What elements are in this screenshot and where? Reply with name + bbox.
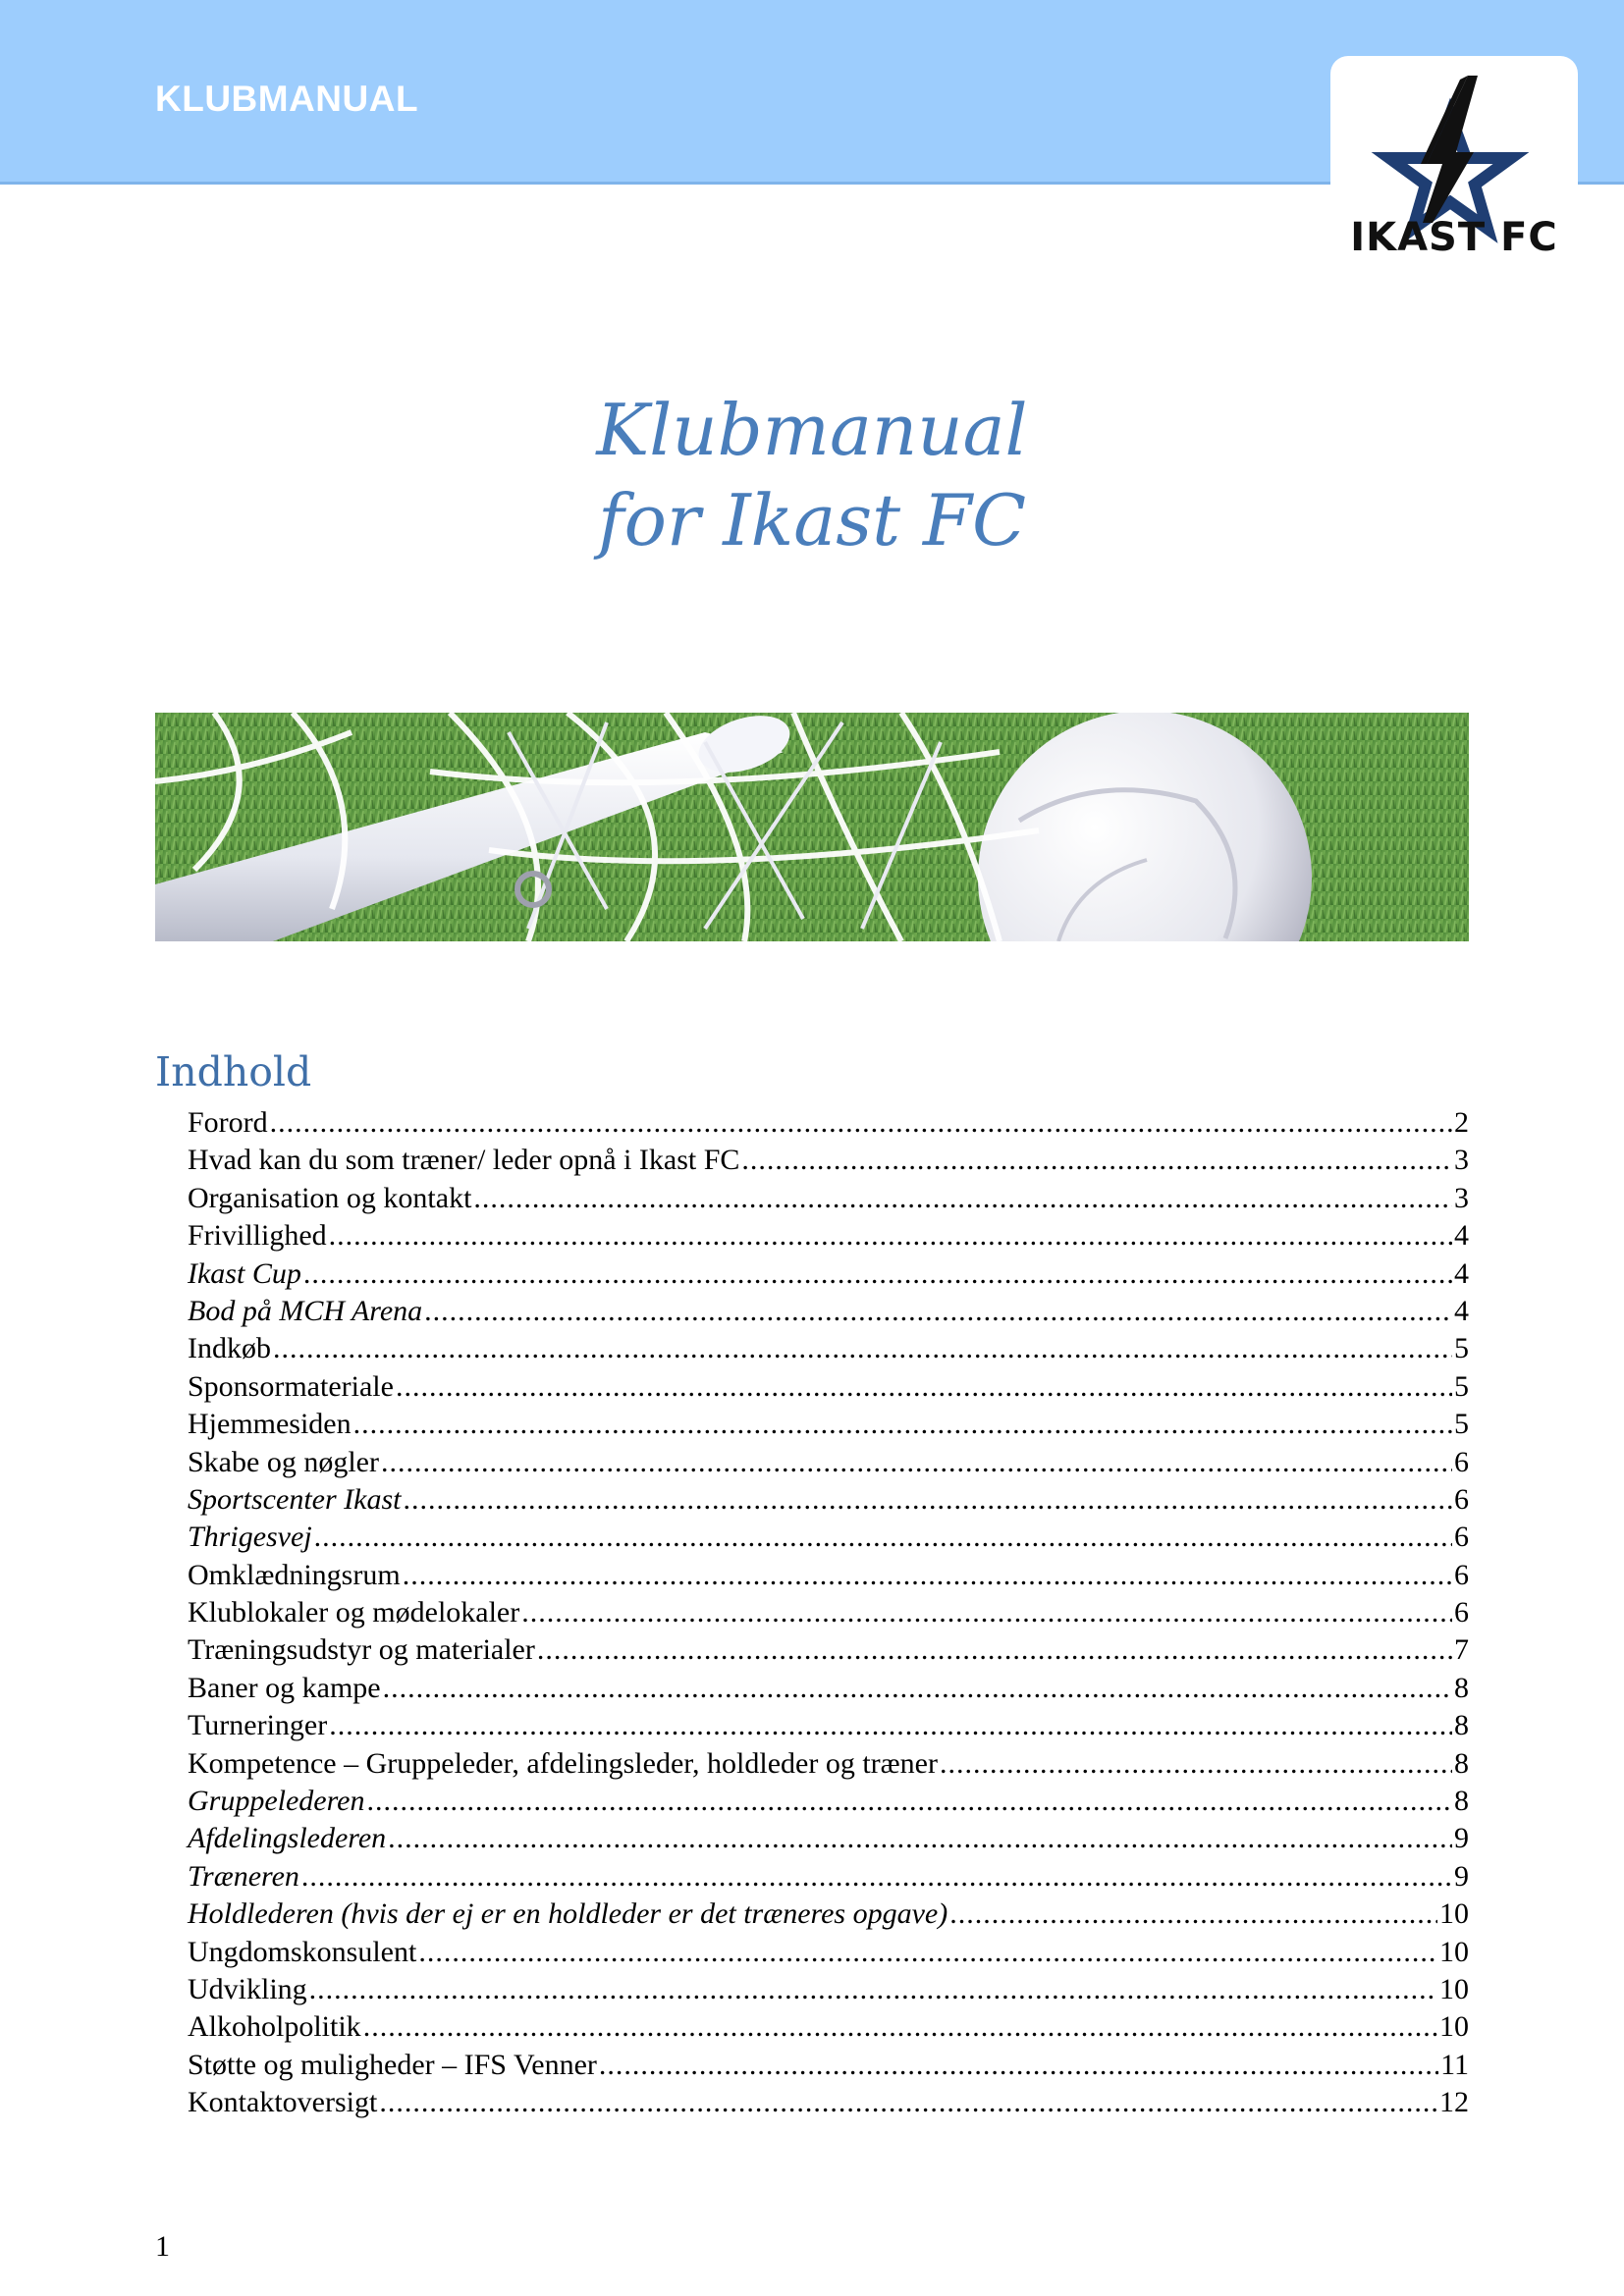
toc-entry[interactable] (188, 1368, 1469, 1406)
toc-entry[interactable] (188, 1783, 1469, 1820)
toc-entry[interactable] (188, 1217, 1469, 1255)
toc-entry-title: Skabe og nøgler (188, 1445, 379, 1478)
toc-dot-leader (329, 1707, 1452, 1744)
toc-entry-page: 4 (1454, 1294, 1469, 1327)
toc-entry[interactable] (188, 1631, 1469, 1669)
hero-image (155, 713, 1469, 941)
toc-entry-title: Hjemmesiden (188, 1408, 352, 1441)
toc-entry-title: Ungdomskonsulent (188, 1935, 417, 1968)
toc-entry-title: Sportscenter Ikast (188, 1482, 402, 1516)
toc-entry-title: Omklædningsrum (188, 1558, 401, 1591)
toc-entry-page: 3 (1454, 1181, 1469, 1214)
toc-entry-title: Ikast Cup (188, 1256, 301, 1290)
toc-entry-page: 10 (1439, 2010, 1469, 2044)
toc-entry-page: 11 (1440, 2048, 1469, 2081)
toc-entry-page: 8 (1454, 1785, 1469, 1818)
toc-dot-leader (388, 1820, 1452, 1857)
toc-entry-page: 6 (1454, 1558, 1469, 1591)
toc-entry[interactable] (188, 1670, 1469, 1707)
logo-lettering: IKAST FC (1350, 215, 1558, 260)
toc-entry-title: Bod på MCH Arena (188, 1294, 423, 1327)
toc-entry[interactable] (188, 1745, 1469, 1783)
toc-entry-title: Frivillighed (188, 1219, 327, 1253)
toc-entry[interactable] (188, 1330, 1469, 1367)
toc-entry-title: Indkøb (188, 1332, 271, 1365)
toc-entry-page: 3 (1454, 1144, 1469, 1177)
toc-entry[interactable] (188, 1255, 1469, 1293)
toc-entry-title: Træneren (188, 1859, 299, 1893)
toc-entry-page: 9 (1454, 1859, 1469, 1893)
toc-dot-leader (949, 1896, 1437, 1933)
toc-entry-title: Træningsudstyr og materialer (188, 1633, 535, 1667)
toc-dot-leader (537, 1631, 1452, 1669)
toc-entry[interactable] (188, 1481, 1469, 1519)
header-title: KLUBMANUAL (155, 79, 419, 119)
toc-entry-page: 4 (1454, 1256, 1469, 1290)
toc-entry-page: 5 (1454, 1408, 1469, 1441)
toc-entry[interactable] (188, 2008, 1469, 2046)
toc-dot-leader (418, 1934, 1437, 1971)
toc-entry-page: 2 (1454, 1106, 1469, 1139)
toc-entry[interactable] (188, 1293, 1469, 1330)
toc-entry-page: 7 (1454, 1633, 1469, 1667)
toc-entry-page: 8 (1454, 1746, 1469, 1780)
title-line-1: Klubmanual (596, 389, 1028, 471)
toc-entry-page: 10 (1439, 1935, 1469, 1968)
toc-entry-title: Holdlederen (hvis der ej er en holdleder er det træneres opgave) (188, 1897, 948, 1931)
table-of-contents (188, 1104, 1469, 2122)
toc-entry-title: Sponsormateriale (188, 1369, 394, 1403)
toc-dot-leader (367, 1783, 1453, 1820)
toc-dot-leader (521, 1594, 1452, 1631)
toc-entry-page: 8 (1454, 1671, 1469, 1704)
toc-dot-leader (329, 1217, 1452, 1255)
toc-entry-page: 6 (1454, 1596, 1469, 1629)
toc-entry[interactable] (188, 2047, 1469, 2084)
toc-entry-page: 6 (1454, 1482, 1469, 1516)
title-line-2: for Ikast FC (597, 479, 1027, 561)
toc-entry-title: Støtte og muligheder – IFS Venner (188, 2048, 597, 2081)
toc-entry[interactable] (188, 1142, 1469, 1179)
toc-entry-title: Gruppelederen (188, 1785, 365, 1818)
page-number: 1 (155, 2230, 170, 2263)
toc-entry[interactable] (188, 1104, 1469, 1142)
toc-entry-page: 8 (1454, 1709, 1469, 1742)
toc-dot-leader (940, 1745, 1452, 1783)
toc-dot-leader (383, 1670, 1452, 1707)
toc-entry[interactable] (188, 1858, 1469, 1896)
toc-entry-page: 6 (1454, 1521, 1469, 1554)
toc-entry-page: 5 (1454, 1369, 1469, 1403)
toc-entry-title: Kontaktoversigt (188, 2086, 378, 2119)
toc-entry[interactable] (188, 1406, 1469, 1443)
toc-entry-title: Udvikling (188, 1972, 307, 2005)
toc-entry-page: 12 (1439, 2086, 1469, 2119)
toc-dot-leader (396, 1368, 1452, 1406)
toc-entry-title: Hvad kan du som træner/ leder opnå i Ikast FC (188, 1144, 740, 1177)
toc-entry-page: 9 (1454, 1822, 1469, 1855)
toc-entry-title: Turneringer (188, 1709, 328, 1742)
toc-dot-leader (403, 1557, 1452, 1594)
toc-entry-page: 10 (1439, 1897, 1469, 1931)
football-net-photo (155, 713, 1469, 941)
toc-entry[interactable] (188, 1594, 1469, 1631)
toc-entry-page: 6 (1454, 1445, 1469, 1478)
toc-entry-page: 10 (1439, 1972, 1469, 2005)
toc-entry-title: Klublokaler og mødelokaler (188, 1596, 520, 1629)
toc-entry[interactable] (188, 1180, 1469, 1217)
toc-entry[interactable] (188, 1934, 1469, 1971)
toc-entry-title: Forord (188, 1106, 268, 1139)
toc-dot-leader (353, 1406, 1452, 1443)
toc-dot-leader (314, 1519, 1452, 1556)
toc-dot-leader (741, 1142, 1452, 1179)
toc-dot-leader (403, 1481, 1452, 1519)
toc-entry[interactable] (188, 1444, 1469, 1481)
toc-entry-page: 4 (1454, 1219, 1469, 1253)
toc-dot-leader (270, 1104, 1452, 1142)
toc-dot-leader (424, 1293, 1452, 1330)
toc-entry[interactable] (188, 1557, 1469, 1594)
toc-dot-leader (273, 1330, 1452, 1367)
toc-dot-leader (599, 2047, 1438, 2084)
toc-entry[interactable] (188, 1519, 1469, 1556)
toc-entry-title: Afdelingslederen (188, 1822, 387, 1855)
toc-entry-page: 5 (1454, 1332, 1469, 1365)
toc-dot-leader (303, 1255, 1452, 1293)
toc-entry-title: Kompetence – Gruppeleder, afdelingsleder, holdleder og træner (188, 1746, 938, 1780)
toc-dot-leader (309, 1971, 1437, 2008)
toc-entry[interactable] (188, 1971, 1469, 2008)
toc-entry[interactable] (188, 1896, 1469, 1933)
toc-entry[interactable] (188, 1820, 1469, 1857)
ikast-fc-logo (1330, 56, 1578, 267)
toc-dot-leader (473, 1180, 1452, 1217)
toc-dot-leader (301, 1858, 1452, 1896)
toc-entry-title: Thrigesvej (188, 1521, 312, 1554)
toc-entry-title: Organisation og kontakt (188, 1181, 472, 1214)
toc-entry-title: Baner og kampe (188, 1671, 381, 1704)
star-logo-icon (1330, 56, 1578, 267)
toc-entry[interactable] (188, 1707, 1469, 1744)
toc-dot-leader (379, 2084, 1437, 2121)
toc-dot-leader (381, 1444, 1452, 1481)
toc-entry[interactable] (188, 2084, 1469, 2121)
toc-heading: Indhold (155, 1048, 312, 1095)
toc-dot-leader (363, 2008, 1437, 2046)
toc-entry-title: Alkoholpolitik (188, 2010, 361, 2044)
document-title (0, 385, 1624, 565)
